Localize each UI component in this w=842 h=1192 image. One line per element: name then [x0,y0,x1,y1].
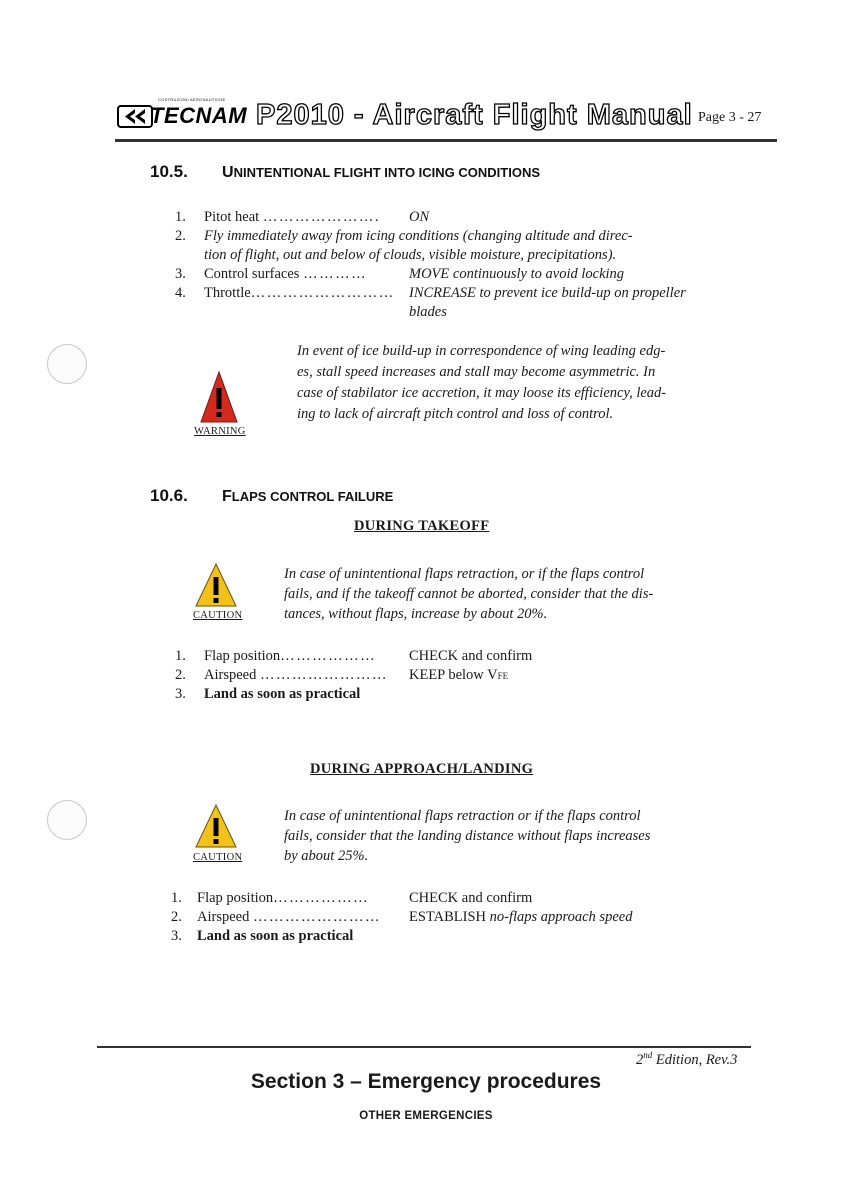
brand-tagline: COSTRUZIONI AERONAUTICHE [158,97,226,102]
caution-label: CAUTION [193,852,243,863]
caution-label: CAUTION [193,610,243,621]
section-number: 10.6. [150,486,188,505]
checklist-item: 1. Flap position……………… CHECK and confirm [171,890,533,906]
caution-text: In case of unintentional flaps retraction, or if the flaps control fails, and if the takeoff cannot be aborted, consider that the dis- tances, without flaps, increase by about 20%. [284,566,654,622]
subsection-heading: DURING APPROACH/LANDING [310,761,534,777]
footer-subtitle: OTHER EMERGENCIES [359,1110,493,1122]
checklist-item: 3. Land as soon as practical [171,928,354,944]
caution-icon [194,803,238,849]
warning-icon [199,370,239,424]
checklist-item: 2. Airspeed …………………… KEEP below VFE [175,667,509,683]
section-number: 10.5. [150,162,188,181]
warning-text: In event of ice build-up in correspondence of wing leading edg- es, stall speed increases and stall may become asymmetric. In case of stabilator ice accretion, it may loose its efficiency, lead- ing to lack of aircraft pitch control and loss of control. [297,343,667,422]
checklist-item: 1. Flap position……………… CHECK and confirm [175,648,533,664]
footer-section-title: Section 3 – Emergency procedures [250,1070,602,1093]
caution-icon [194,562,238,608]
document-title: P2010 - Aircraft Flight Manual [256,99,693,131]
checklist-item: 3. Control surfaces ………… MOVE continuously to avoid locking [175,266,625,282]
section-title: FLAPS CONTROL FAILURE [222,488,394,505]
tecnam-logo-icon [117,104,153,129]
section-title: UNINTENTIONAL FLIGHT INTO ICING CONDITIONS [222,164,541,181]
subsection-heading: DURING TAKEOFF [354,518,490,534]
edition-label: 2nd Edition, Rev.3 [636,1050,738,1068]
binder-hole [47,800,87,840]
checklist-item: 4. Throttle……………………… INCREASE to prevent ice build-up on propeller blades [175,285,686,320]
caution-text: In case of unintentional flaps retraction or if the flaps control fails, consider that the landing distance without flaps increases by about 25%. [284,808,651,864]
warning-label: WARNING [194,426,246,437]
page-number: Page 3 - 27 [698,110,762,125]
checklist-item: 2. Airspeed …………………… ESTABLISH no-flaps approach speed [171,909,633,925]
footer-rule [97,1046,751,1048]
checklist-item: 1. Pitot heat …………………. ON [175,209,430,225]
binder-hole [47,344,87,384]
brand-name: TECNAM [150,103,248,128]
checklist-item: 2. Fly immediately away from icing conditions (changing altitude and direc- tion of flight, out and below of clouds, visible moisture, precipitations). [175,228,633,263]
header-rule [115,139,777,142]
checklist-item: 3. Land as soon as practical [175,686,361,702]
